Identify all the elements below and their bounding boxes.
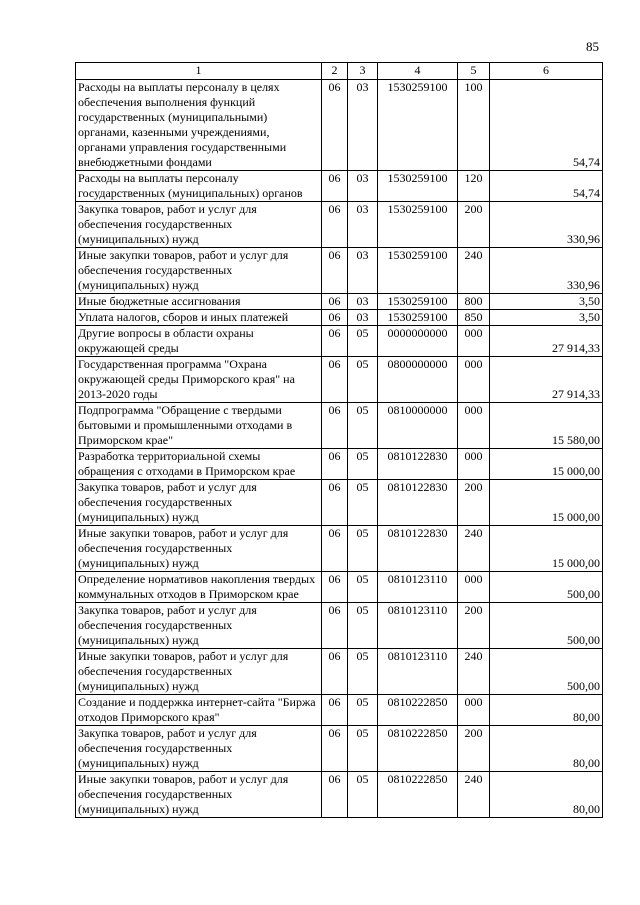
subsection-code-cell: 05 (348, 603, 378, 649)
section-code-cell: 06 (322, 603, 348, 649)
expense-name-cell: Расходы на выплаты персоналу в целях обеспечения выполнения функций государственных (муниципальными) органами, казенными учреждениями, органами управления государственными внебюджетными фондами (76, 80, 322, 171)
expense-name-cell: Иные бюджетные ассигнования (76, 294, 322, 310)
section-code-cell: 06 (322, 310, 348, 326)
expense-name-cell: Подпрограмма "Обращение с твердыми бытовыми и промышленными отходами в Приморском крае" (76, 403, 322, 449)
expense-name-cell: Иные закупки товаров, работ и услуг для обеспечения государственных (муниципальных) нужд (76, 526, 322, 572)
expense-type-cell: 200 (458, 603, 490, 649)
table-row (76, 526, 603, 572)
amount-cell: 15 580,00 (490, 403, 603, 449)
table-row (76, 326, 603, 357)
section-code-cell: 06 (322, 80, 348, 171)
amount-cell: 80,00 (490, 695, 603, 726)
section-code-cell: 06 (322, 248, 348, 294)
expense-name-cell: Закупка товаров, работ и услуг для обеспечения государственных (муниципальных) нужд (76, 202, 322, 248)
table-row (76, 603, 603, 649)
target-article-cell: 0000000000 (378, 326, 458, 357)
section-code-cell: 06 (322, 294, 348, 310)
target-article-cell: 0810122830 (378, 449, 458, 480)
amount-cell: 330,96 (490, 202, 603, 248)
budget-table (75, 62, 603, 818)
expense-type-cell: 000 (458, 357, 490, 403)
subsection-code-cell: 03 (348, 294, 378, 310)
subsection-code-cell: 03 (348, 202, 378, 248)
expense-type-cell: 240 (458, 248, 490, 294)
expense-type-cell: 120 (458, 171, 490, 202)
expense-name-cell: Иные закупки товаров, работ и услуг для обеспечения государственных (муниципальных) нужд (76, 772, 322, 818)
section-code-cell: 06 (322, 202, 348, 248)
expense-name-cell: Уплата налогов, сборов и иных платежей (76, 310, 322, 326)
target-article-cell: 0810122830 (378, 526, 458, 572)
column-header: 1 (76, 63, 322, 80)
table-row (76, 449, 603, 480)
table-row (76, 480, 603, 526)
section-code-cell: 06 (322, 726, 348, 772)
expense-name-cell: Закупка товаров, работ и услуг для обеспечения государственных (муниципальных) нужд (76, 726, 322, 772)
subsection-code-cell: 03 (348, 310, 378, 326)
amount-cell: 80,00 (490, 772, 603, 818)
amount-cell: 3,50 (490, 310, 603, 326)
subsection-code-cell: 05 (348, 649, 378, 695)
expense-type-cell: 200 (458, 726, 490, 772)
expense-type-cell: 000 (458, 403, 490, 449)
subsection-code-cell: 05 (348, 480, 378, 526)
column-header: 6 (490, 63, 603, 80)
section-code-cell: 06 (322, 171, 348, 202)
subsection-code-cell: 05 (348, 449, 378, 480)
amount-cell: 330,96 (490, 248, 603, 294)
section-code-cell: 06 (322, 572, 348, 603)
section-code-cell: 06 (322, 649, 348, 695)
table-row (76, 772, 603, 818)
subsection-code-cell: 03 (348, 80, 378, 171)
subsection-code-cell: 05 (348, 357, 378, 403)
table-row (76, 726, 603, 772)
expense-name-cell: Определение нормативов накопления твердых коммунальных отходов в Приморском крае (76, 572, 322, 603)
expense-type-cell: 100 (458, 80, 490, 171)
table-row (76, 572, 603, 603)
expense-name-cell: Создание и поддержка интернет-сайта "Биржа отходов Приморского края" (76, 695, 322, 726)
column-header: 4 (378, 63, 458, 80)
table-row (76, 403, 603, 449)
expense-type-cell: 200 (458, 480, 490, 526)
target-article-cell: 0810122830 (378, 480, 458, 526)
section-code-cell: 06 (322, 403, 348, 449)
section-code-cell: 06 (322, 357, 348, 403)
expense-type-cell: 000 (458, 326, 490, 357)
table-row (76, 649, 603, 695)
table-row (76, 294, 603, 310)
amount-cell: 15 000,00 (490, 449, 603, 480)
expense-type-cell: 850 (458, 310, 490, 326)
section-code-cell: 06 (322, 695, 348, 726)
amount-cell: 80,00 (490, 726, 603, 772)
amount-cell: 54,74 (490, 171, 603, 202)
section-code-cell: 06 (322, 526, 348, 572)
subsection-code-cell: 03 (348, 171, 378, 202)
target-article-cell: 0810123110 (378, 572, 458, 603)
amount-cell: 500,00 (490, 649, 603, 695)
table-row (76, 80, 603, 171)
target-article-cell: 1530259100 (378, 248, 458, 294)
expense-type-cell: 200 (458, 202, 490, 248)
target-article-cell: 0810222850 (378, 695, 458, 726)
table-row (76, 202, 603, 248)
expense-name-cell: Государственная программа "Охрана окружающей среды Приморского края" на 2013-2020 годы (76, 357, 322, 403)
target-article-cell: 1530259100 (378, 202, 458, 248)
expense-name-cell: Закупка товаров, работ и услуг для обеспечения государственных (муниципальных) нужд (76, 480, 322, 526)
expense-type-cell: 240 (458, 649, 490, 695)
table-header-row (76, 63, 603, 80)
table-row (76, 695, 603, 726)
amount-cell: 500,00 (490, 572, 603, 603)
amount-cell: 500,00 (490, 603, 603, 649)
amount-cell: 27 914,33 (490, 326, 603, 357)
target-article-cell: 1530259100 (378, 171, 458, 202)
expense-type-cell: 240 (458, 526, 490, 572)
target-article-cell: 0810222850 (378, 726, 458, 772)
expense-name-cell: Иные закупки товаров, работ и услуг для обеспечения государственных (муниципальных) нужд (76, 248, 322, 294)
target-article-cell: 0810123110 (378, 649, 458, 695)
page-number: 85 (586, 39, 599, 54)
expense-name-cell: Другие вопросы в области охраны окружающей среды (76, 326, 322, 357)
expense-name-cell: Разработка территориальной схемы обращения с отходами в Приморском крае (76, 449, 322, 480)
subsection-code-cell: 05 (348, 772, 378, 818)
table-row (76, 357, 603, 403)
expense-type-cell: 000 (458, 695, 490, 726)
target-article-cell: 0810222850 (378, 772, 458, 818)
subsection-code-cell: 03 (348, 248, 378, 294)
section-code-cell: 06 (322, 480, 348, 526)
target-article-cell: 1530259100 (378, 80, 458, 171)
subsection-code-cell: 05 (348, 695, 378, 726)
expense-name-cell: Расходы на выплаты персоналу государственных (муниципальных) органов (76, 171, 322, 202)
column-header: 5 (458, 63, 490, 80)
amount-cell: 54,74 (490, 80, 603, 171)
expense-type-cell: 800 (458, 294, 490, 310)
section-code-cell: 06 (322, 449, 348, 480)
table-row (76, 248, 603, 294)
subsection-code-cell: 05 (348, 572, 378, 603)
amount-cell: 3,50 (490, 294, 603, 310)
expense-type-cell: 000 (458, 572, 490, 603)
table-row (76, 310, 603, 326)
subsection-code-cell: 05 (348, 526, 378, 572)
amount-cell: 15 000,00 (490, 526, 603, 572)
amount-cell: 15 000,00 (490, 480, 603, 526)
target-article-cell: 0810000000 (378, 403, 458, 449)
target-article-cell: 1530259100 (378, 294, 458, 310)
column-header: 3 (348, 63, 378, 80)
subsection-code-cell: 05 (348, 326, 378, 357)
expense-name-cell: Иные закупки товаров, работ и услуг для обеспечения государственных (муниципальных) нужд (76, 649, 322, 695)
subsection-code-cell: 05 (348, 726, 378, 772)
expense-type-cell: 240 (458, 772, 490, 818)
amount-cell: 27 914,33 (490, 357, 603, 403)
target-article-cell: 1530259100 (378, 310, 458, 326)
target-article-cell: 0800000000 (378, 357, 458, 403)
target-article-cell: 0810123110 (378, 603, 458, 649)
section-code-cell: 06 (322, 772, 348, 818)
expense-name-cell: Закупка товаров, работ и услуг для обеспечения государственных (муниципальных) нужд (76, 603, 322, 649)
subsection-code-cell: 05 (348, 403, 378, 449)
section-code-cell: 06 (322, 326, 348, 357)
table-row (76, 171, 603, 202)
column-header: 2 (322, 63, 348, 80)
expense-type-cell: 000 (458, 449, 490, 480)
